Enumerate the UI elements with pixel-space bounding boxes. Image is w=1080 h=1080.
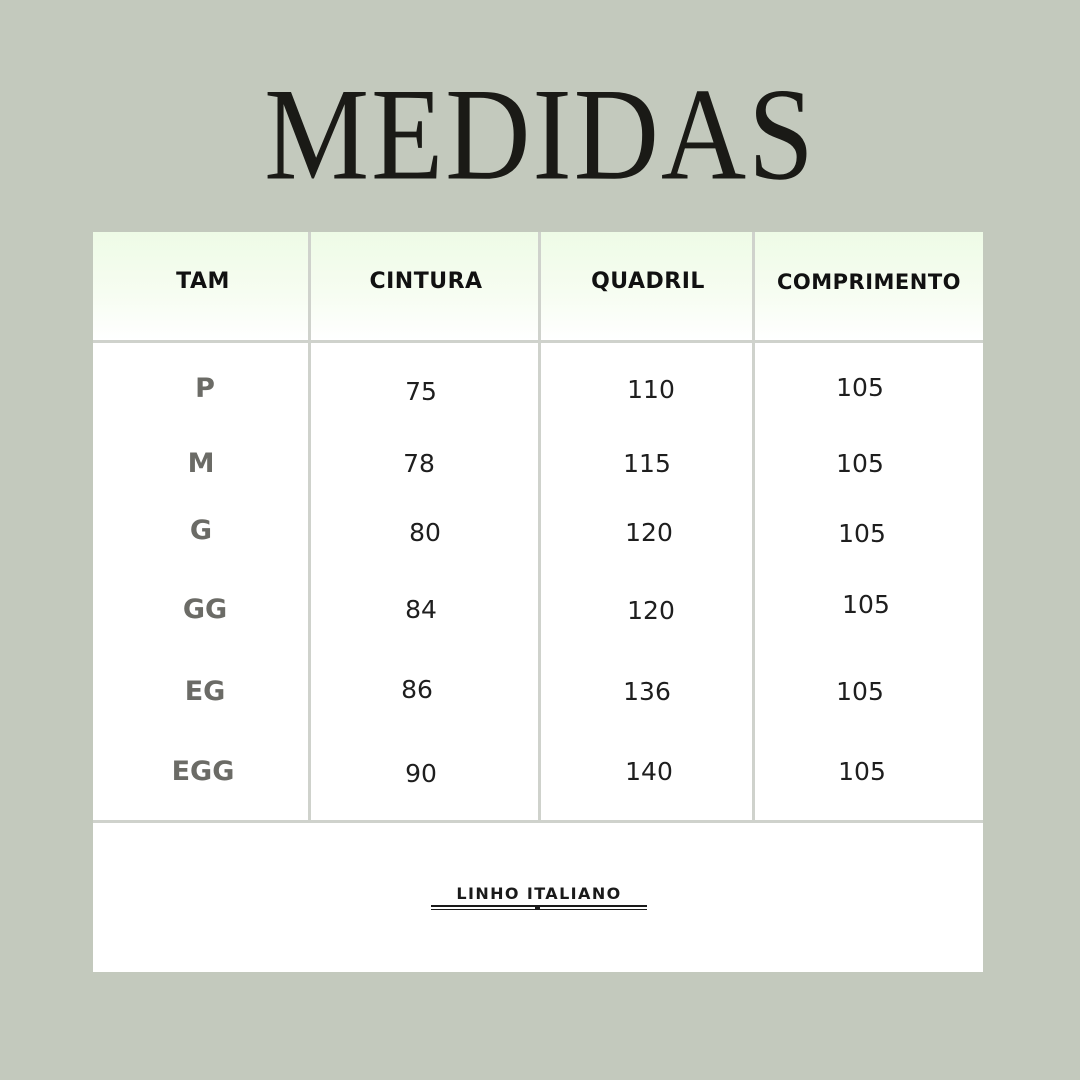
table-row-cintura: 78 <box>403 449 435 478</box>
table-row-comprimento: 105 <box>838 757 886 786</box>
table-row-quadril: 120 <box>627 596 675 625</box>
table-row-size: EG <box>184 676 226 707</box>
column-divider <box>308 232 311 822</box>
table-row-comprimento: 105 <box>838 519 886 548</box>
table-row-cintura: 80 <box>409 518 441 547</box>
header-quadril: QUADRIL <box>591 269 705 294</box>
brand-logo <box>429 884 649 914</box>
table-row-size: P <box>195 373 215 404</box>
table-row-size: EGG <box>171 756 235 787</box>
table-row-quadril: 136 <box>623 677 671 706</box>
table-row-cintura: 86 <box>401 675 433 704</box>
table-row-quadril: 110 <box>627 375 675 404</box>
table-row-comprimento: 105 <box>836 373 884 402</box>
logo-ornament-icon <box>535 906 540 910</box>
header-tam: TAM <box>176 269 230 294</box>
table-row-size: M <box>187 448 215 479</box>
table-row-cintura: 90 <box>405 759 437 788</box>
header-comprimento: COMPRIMENTO <box>776 270 962 294</box>
table-row-quadril: 140 <box>625 757 673 786</box>
brand-logo-text: LINHO ITALIANO <box>456 884 622 903</box>
table-row-cintura: 75 <box>405 377 437 406</box>
table-row-size: GG <box>182 594 228 625</box>
table-row-comprimento: 105 <box>836 449 884 478</box>
table-row-comprimento: 105 <box>836 677 884 706</box>
size-table <box>93 232 983 972</box>
table-row-cintura: 84 <box>405 595 437 624</box>
table-row-quadril: 120 <box>625 518 673 547</box>
table-row-size: G <box>189 515 213 546</box>
table-row-comprimento: 105 <box>842 590 890 619</box>
header-cintura: CINTURA <box>369 269 483 294</box>
table-row-quadril: 115 <box>623 449 671 478</box>
page-title: MEDIDAS <box>264 60 816 208</box>
